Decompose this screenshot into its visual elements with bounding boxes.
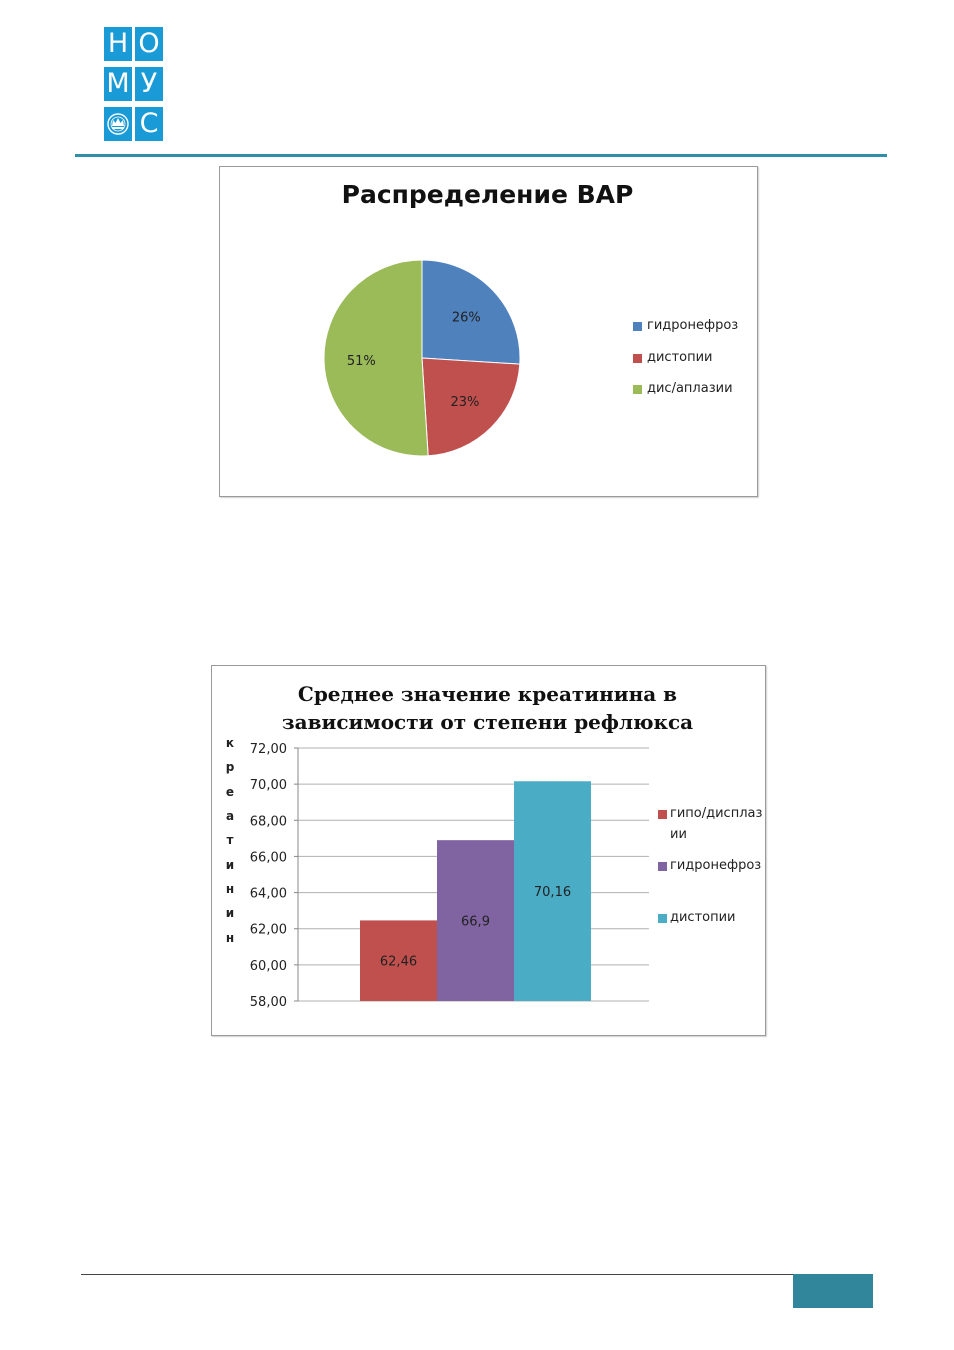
- y-tick-label: 58,00: [249, 995, 287, 1010]
- logo-letter: Н: [104, 27, 132, 61]
- pie-chart-title: Распределение ВАР: [341, 180, 634, 209]
- footer-rule: [81, 1274, 793, 1275]
- nomus-logo: [104, 27, 166, 143]
- pie-legend-label: гидронефроз: [647, 318, 739, 333]
- y-tick-label: 68,00: [249, 814, 287, 830]
- legend-swatch-aplasia: [633, 385, 642, 394]
- bar-data-label: 70,16: [533, 885, 572, 901]
- legend-swatch-hydronephrosis: [658, 862, 667, 871]
- legend-swatch-hydronephrosis: [633, 322, 642, 331]
- y-axis-label-letter: а: [225, 809, 235, 823]
- y-axis-label-letter: к: [225, 736, 235, 750]
- y-tick-label: 62,00: [249, 922, 287, 938]
- logo-letter: О: [135, 27, 163, 61]
- y-axis-label-letter: е: [225, 785, 235, 799]
- footer-page-block: [793, 1274, 873, 1308]
- legend-swatch-dystopia: [658, 914, 667, 923]
- logo-letter: М: [104, 67, 132, 101]
- y-axis-label-letter: и: [225, 858, 235, 872]
- bar-title-line: зависимости от степени рефлюкса: [281, 710, 694, 734]
- y-axis-label-letter: н: [225, 931, 235, 945]
- pie-data-label: 51%: [346, 353, 376, 369]
- pie-data-label: 23%: [450, 394, 480, 410]
- pie-data-label: 26%: [451, 310, 481, 326]
- bar-legend-label: дистопии: [670, 910, 736, 925]
- legend-swatch-dystopia: [633, 354, 642, 363]
- y-tick-label: 70,00: [249, 778, 287, 794]
- y-tick-label: 60,00: [249, 958, 287, 974]
- logo-letter: У: [135, 67, 163, 101]
- y-axis-label-letter: и: [225, 906, 235, 920]
- bar-title-line: Среднее значение креатинина в: [297, 682, 678, 706]
- header-rule: [75, 154, 887, 157]
- bar-data-label: 62,46: [379, 954, 418, 970]
- bar-data-label: 66,9: [461, 914, 490, 930]
- pie-slice-aplasia: [324, 260, 428, 456]
- y-tick-label: 72,00: [249, 742, 287, 757]
- y-axis-label-letter: н: [225, 882, 235, 896]
- y-tick-label: 66,00: [249, 850, 287, 866]
- y-tick-label: 64,00: [249, 886, 287, 902]
- pie-legend-label: дистопии: [647, 350, 713, 365]
- y-axis-label-letter: т: [226, 833, 234, 847]
- pie-legend-label: дис/аплазии: [647, 381, 733, 396]
- bar-legend-label: гипо/дисплаз: [670, 806, 763, 821]
- logo-letter: С: [135, 107, 163, 141]
- bar-legend-label: ии: [670, 827, 687, 842]
- legend-swatch-hypodysplasia: [658, 810, 667, 819]
- crown-emblem-icon: [104, 107, 132, 141]
- bar-legend-label: гидронефроз: [670, 858, 762, 873]
- y-axis-label-letter: р: [225, 760, 235, 774]
- bar-chart: [211, 665, 764, 1034]
